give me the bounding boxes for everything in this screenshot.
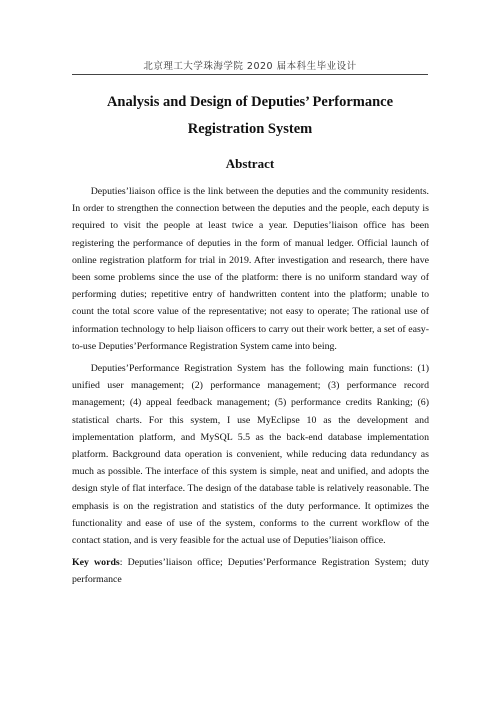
- paper-title: [60, 89, 440, 143]
- header-rule: [72, 74, 428, 75]
- keywords-label: Key words: [72, 557, 120, 569]
- title-line-1: Analysis and Design of Deputies’ Performance: [106, 94, 394, 110]
- abstract-body: [72, 183, 429, 589]
- abstract-paragraph-1: Deputies’liaison office is the link between the deputies and the community residents. In order to strengthen the connection between the deputies and the people, each deputy is required to visit the people at least twice a year. Deputies’liaison office has been registering the performance of deputies in the form of manual ledger. Official launch of online registration platform for trial in 2019. After investigation and research, there have been some problems since the use of the platform: there is no uniform standard way of performing duties; repetitive entry of handwritten content into the platform; unable to count the total score value of the representative; not easy to operate; The rational use of information technology to help liaison officers to carry out their work better, a set of easy-to-use Deputies’Performance Registration System came into being.: [72, 186, 429, 352]
- running-header: 北京理工大学珠海学院 2020 届本科生毕业设计: [143, 61, 357, 72]
- keywords: [72, 554, 429, 588]
- keywords-separator: :: [119, 557, 128, 569]
- title-line-2: Registration System: [187, 121, 313, 137]
- keywords-text: Deputies’liaison office; Deputies’Performance Registration System; duty performance: [72, 557, 429, 586]
- abstract-heading: Abstract: [225, 156, 275, 171]
- abstract-paragraph-2: Deputies’Performance Registration System has the following main functions: (1) unified user management; (2) performance management; (3) performance record management; (4) appeal feedback management; (5) performance credits Ranking; (6) statistical charts. For this system, I use MyEclipse 10 as the development and implementation platform, and MySQL 5.5 as the back-end database implementation platform. Background data operation is convenient, while reducing data redundancy as much as possible. The interface of this system is simple, neat and unified, and adopts the design style of flat interface. The design of the database table is relatively reasonable. The emphasis is on the registration and statistics of the duty performance. It optimizes the functionality and ease of use of the system, conforms to the current workflow of the contact station, and is very feasible for the actual use of Deputies’liaison office.: [72, 363, 429, 547]
